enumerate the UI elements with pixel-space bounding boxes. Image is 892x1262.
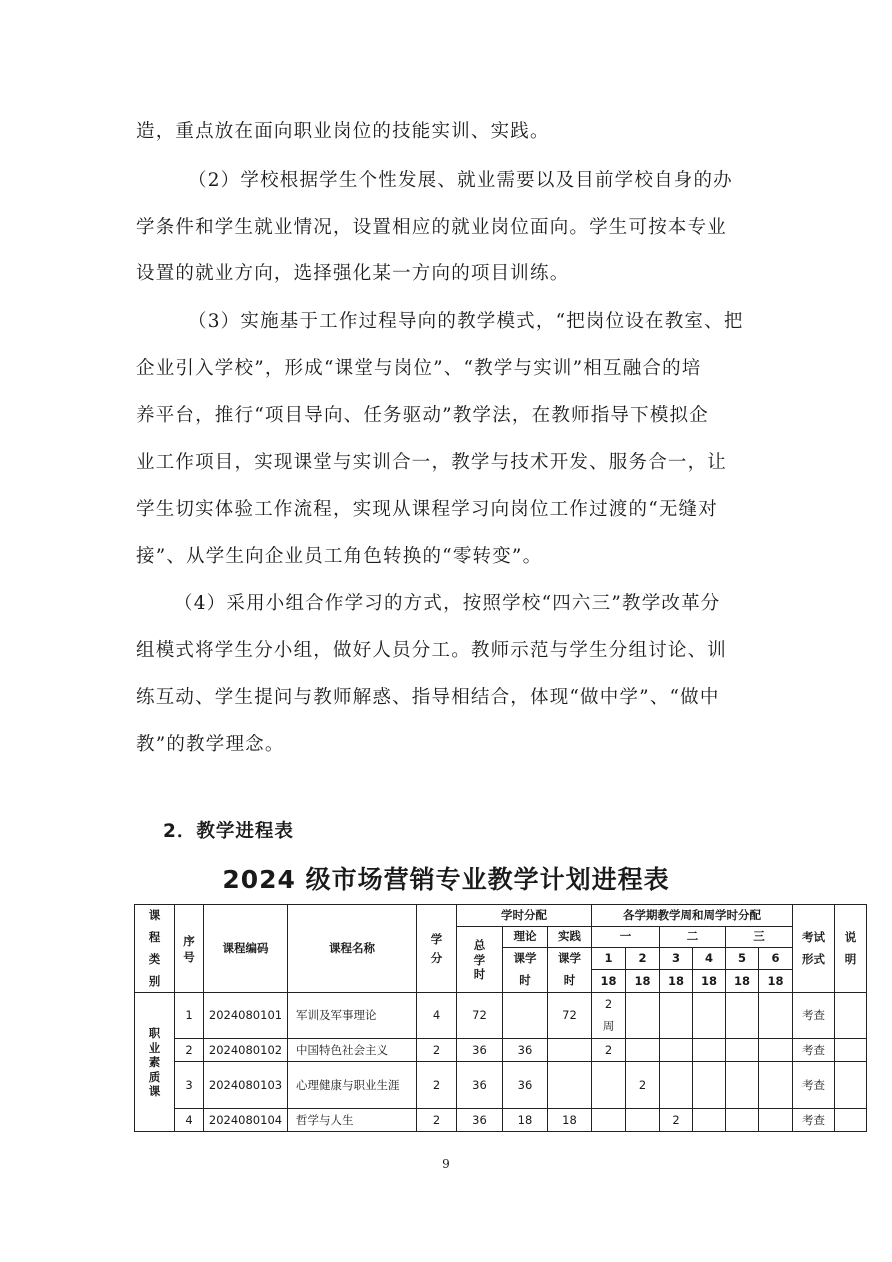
table-row	[135, 993, 867, 1039]
row-exam: 考查	[793, 1109, 835, 1132]
row-exam: 考查	[793, 993, 835, 1039]
row-code: 2024080101	[204, 993, 288, 1039]
header-year-2: 二	[660, 927, 726, 948]
row-code: 2024080103	[204, 1062, 288, 1109]
row-s6	[759, 1039, 793, 1062]
header-theory-3: 时	[503, 970, 548, 993]
header-practice-2: 课学	[548, 948, 592, 970]
table-row	[135, 1039, 867, 1062]
row-credit: 2	[417, 1039, 457, 1062]
group-label: 职业素质课	[135, 993, 175, 1132]
row-practice: 18	[548, 1109, 592, 1132]
row-seq: 3	[175, 1062, 204, 1109]
header-exam: 考试形式	[793, 905, 835, 993]
row-s4	[693, 1062, 726, 1109]
row-seq: 1	[175, 993, 204, 1039]
row-s1: 2周	[592, 993, 626, 1039]
row-code: 2024080104	[204, 1109, 288, 1132]
header-sem-1: 1	[592, 948, 626, 970]
body-line: 企业引入学校”，形成“课堂与岗位”、“教学与实训”相互融合的培	[136, 358, 702, 379]
body-line: 练互动、学生提问与教师解惑、指导相结合，体现“做中学”、“做中	[136, 687, 720, 708]
header-weeks-1: 18	[592, 970, 626, 993]
row-s6	[759, 1062, 793, 1109]
row-credit: 2	[417, 1062, 457, 1109]
body-line: 养平台，推行“项目导向、任务驱动”教学法，在教师指导下模拟企	[136, 405, 709, 426]
table-title: 2024 级市场营销专业教学计划进程表	[222, 865, 670, 894]
row-name: 哲学与人生	[288, 1109, 417, 1132]
row-code: 2024080102	[204, 1039, 288, 1062]
body-line: 组模式将学生分小组，做好人员分工。教师示范与学生分组讨论、训	[136, 640, 728, 661]
row-note	[835, 1062, 867, 1109]
body-line: 造，重点放在面向职业岗位的技能实训、实践。	[136, 121, 550, 142]
row-s6	[759, 1109, 793, 1132]
header-year-1: 一	[592, 927, 660, 948]
body-line: 业工作项目，实现课堂与实训合一，教学与技术开发、服务合一，让	[136, 452, 728, 473]
row-total: 36	[457, 1039, 503, 1062]
row-s3	[660, 1062, 693, 1109]
row-theory: 36	[503, 1062, 548, 1109]
row-practice	[548, 1039, 592, 1062]
header-semester-group: 各学期教学周和周学时分配	[592, 905, 793, 927]
row-s5	[726, 1062, 759, 1109]
row-name: 中国特色社会主义	[288, 1039, 417, 1062]
row-practice: 72	[548, 993, 592, 1039]
body-line: 学生切实体验工作流程，实现从课程学习向岗位工作过渡的“无缝对	[136, 499, 718, 520]
page-number: 9	[442, 1157, 450, 1171]
row-note	[835, 1039, 867, 1062]
row-total: 36	[457, 1109, 503, 1132]
row-s4	[693, 1039, 726, 1062]
row-theory	[503, 993, 548, 1039]
header-weeks-4: 18	[693, 970, 726, 993]
header-sem-3: 3	[660, 948, 693, 970]
row-s3	[660, 1039, 693, 1062]
row-exam: 考查	[793, 1062, 835, 1109]
header-credit: 学分	[417, 905, 457, 993]
row-s1	[592, 1062, 626, 1109]
table-row	[135, 1109, 867, 1132]
row-s1: 2	[592, 1039, 626, 1062]
row-s2	[626, 1109, 660, 1132]
header-code: 课程编码	[204, 905, 288, 993]
row-credit: 2	[417, 1109, 457, 1132]
row-note	[835, 993, 867, 1039]
header-seq: 序号	[175, 905, 204, 993]
header-year-3: 三	[726, 927, 793, 948]
table-row	[135, 1062, 867, 1109]
header-practice: 实践	[548, 927, 592, 948]
header-total-hours: 总学时	[457, 927, 503, 993]
row-s5	[726, 1109, 759, 1132]
section-heading: 2．教学进程表	[163, 821, 294, 842]
header-weeks-2: 18	[626, 970, 660, 993]
header-sem-5: 5	[726, 948, 759, 970]
row-s6	[759, 993, 793, 1039]
row-s4	[693, 993, 726, 1039]
header-name: 课程名称	[288, 905, 417, 993]
header-sem-4: 4	[693, 948, 726, 970]
header-category: 课程类别	[135, 905, 175, 993]
row-s3	[660, 993, 693, 1039]
header-sem-6: 6	[759, 948, 793, 970]
row-total: 36	[457, 1062, 503, 1109]
row-credit: 4	[417, 993, 457, 1039]
header-practice-3: 时	[548, 970, 592, 993]
header-weeks-3: 18	[660, 970, 693, 993]
row-s2: 2	[626, 1062, 660, 1109]
row-name: 军训及军事理论	[288, 993, 417, 1039]
row-note	[835, 1109, 867, 1132]
teaching-plan-table	[134, 904, 867, 1132]
body-line: 学条件和学生就业情况，设置相应的就业岗位面向。学生可按本专业	[136, 217, 728, 238]
row-exam: 考查	[793, 1039, 835, 1062]
header-note: 说明	[835, 905, 867, 993]
row-total: 72	[457, 993, 503, 1039]
body-line: （3）实施基于工作过程导向的教学模式，“把岗位设在教室、把	[188, 311, 744, 332]
row-seq: 4	[175, 1109, 204, 1132]
row-s2	[626, 993, 660, 1039]
header-weeks-5: 18	[726, 970, 759, 993]
body-line: 接”、从学生向企业员工角色转换的“零转变”。	[136, 546, 543, 567]
row-theory: 18	[503, 1109, 548, 1132]
body-line: 设置的就业方向，选择强化某一方向的项目训练。	[136, 263, 570, 284]
row-s5	[726, 993, 759, 1039]
row-s3: 2	[660, 1109, 693, 1132]
body-line: （2）学校根据学生个性发展、就业需要以及目前学校自身的办	[188, 170, 733, 191]
row-s5	[726, 1039, 759, 1062]
header-theory: 理论	[503, 927, 548, 948]
body-line: （4）采用小组合作学习的方式，按照学校“四六三”教学改革分	[174, 593, 721, 614]
row-seq: 2	[175, 1039, 204, 1062]
row-s2	[626, 1039, 660, 1062]
row-s1	[592, 1109, 626, 1132]
header-weeks-6: 18	[759, 970, 793, 993]
row-theory: 36	[503, 1039, 548, 1062]
row-practice	[548, 1062, 592, 1109]
header-hours-group: 学时分配	[457, 905, 592, 927]
row-name: 心理健康与职业生涯	[288, 1062, 417, 1109]
row-s4	[693, 1109, 726, 1132]
body-line: 教”的教学理念。	[136, 734, 285, 755]
header-theory-2: 课学	[503, 948, 548, 970]
header-sem-2: 2	[626, 948, 660, 970]
